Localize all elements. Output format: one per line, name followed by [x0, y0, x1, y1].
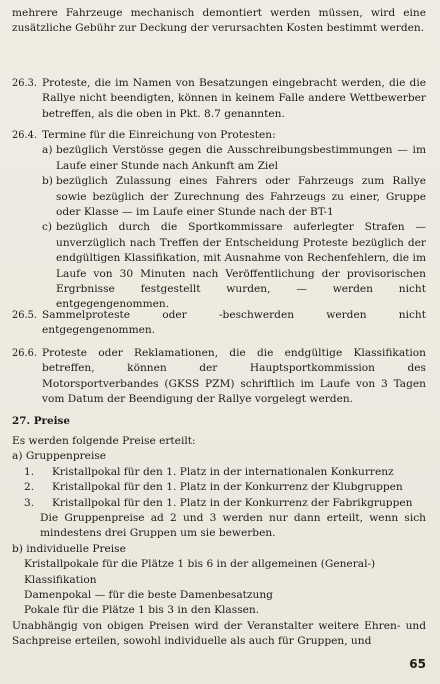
list-item [12, 480, 426, 495]
page-number: 65 [409, 656, 426, 671]
item-label: a) [12, 450, 23, 463]
list-item [42, 174, 426, 220]
list-item [12, 465, 426, 480]
section-text: Proteste oder Reklamationen, die die endgültige Klassifikation betreffen, können der Hauptsportkommission des Motorsportverbandes (GKSS PZM) schriftlich im Laufe von 3 Tagen vom Datum der Beendigung der Rallye vorgelegt werden. [42, 347, 426, 406]
intro-paragraph: mehrere Fahrzeuge mechanisch demontiert werden müssen, wird eine zusätzliche Gebühr zur Deckung der verursachten Kosten bestimmt werden. [12, 7, 426, 35]
item-label: b) [12, 542, 23, 555]
item-title: Gruppenpreise [25, 450, 107, 463]
section-26-5 [12, 308, 426, 339]
list-item [42, 143, 426, 174]
item-text: Kristallpokal für den 1. Platz in der Konkurrenz der Fabrikgruppen [52, 496, 413, 509]
closing-paragraph: Unabhängig von obigen Preisen wird der Veranstalter weitere Ehren- und Sachpreise erteilen, sowohl individuelle als auch für Gruppen, und [12, 619, 426, 648]
individual-prize-1: Kristallpokale für die Plätze 1 bis 6 in der allgemeinen (General-) Klassifikation [24, 558, 376, 586]
item-text: Kristallpokal für den 1. Platz in der Konkurrenz der Klubgruppen [52, 481, 403, 494]
item-number: 1. [24, 465, 35, 478]
item-number: 2. [24, 481, 35, 494]
section-body [42, 128, 426, 313]
list-item [12, 496, 426, 511]
item-text: Kristallpokal für den 1. Platz in der internationalen Konkurrenz [52, 465, 394, 478]
section-number: 26.3. [12, 78, 37, 89]
section-text: Termine für die Einreichung von Protesten: [42, 129, 276, 141]
individual-prize-2: Damenpokal — für die beste Damenbesatzung [24, 589, 273, 602]
section-26-4 [12, 128, 426, 313]
item-text: bezüglich Zulassung eines Fahrers oder Fahrzeugs zum Rallye sowie bezüglich der Zurechnung des Fahrzeugs zu einer, Gruppe oder Klasse — im Laufe einer Stunde nach der BT-1 [56, 175, 426, 219]
item-number: 3. [24, 496, 35, 509]
item-text: bezüglich Verstösse gegen die Ausschreibungsbestimmungen — im Laufe einer Stunde nach Ankunft am Ziel [56, 144, 426, 172]
group-prizes-note: Die Gruppenpreise ad 2 und 3 werden nur dann erteilt, wenn sich mindestens drei Gruppen um sie bewerben. [40, 512, 426, 540]
prizes-intro: Es werden folgende Preise erteilt: [12, 435, 196, 447]
prizes-section [12, 434, 426, 650]
list-item [42, 220, 426, 312]
section-text: Proteste, die im Namen von Besatzungen eingebracht werden, die die Rallye nicht beendigten, können in keinem Falle andere Wettbewerber betreffen, als die oben in Pkt. 8.7 genannten. [42, 77, 426, 120]
section-text: Sammelproteste oder -beschwerden werden nicht entgegengenommen. [42, 309, 426, 337]
item-text: bezüglich durch die Sportkommissare auferlegter Strafen — unverzüglich nach Treffen der Entscheidung Proteste bezüglich der endgültigen Klassifikation, mit Ausnahme von Rechenfehlern, die im Laufe von 30 Minuten nach Veröffentlichung der provisorischen Ergrbnisse festgestellt wurden, — werden nicht entgegengenommen. [56, 221, 426, 311]
group-prizes-heading [12, 449, 426, 464]
item-title: individuelle Preise [26, 542, 126, 555]
item-label: c) [42, 221, 53, 234]
individual-prize-3: Pokale für die Plätze 1 bis 3 in den Klassen. [24, 604, 260, 617]
individual-prizes-heading [12, 542, 426, 557]
section-26-6 [12, 346, 426, 408]
section-heading-preise: 27. Preise [12, 415, 71, 427]
item-label: b) [42, 175, 53, 188]
section-number: 26.6. [12, 348, 37, 359]
section-number: 26.4. [12, 130, 37, 141]
section-26-3 [12, 76, 426, 122]
item-label: a) [42, 144, 53, 157]
section-number: 26.5. [12, 310, 37, 321]
